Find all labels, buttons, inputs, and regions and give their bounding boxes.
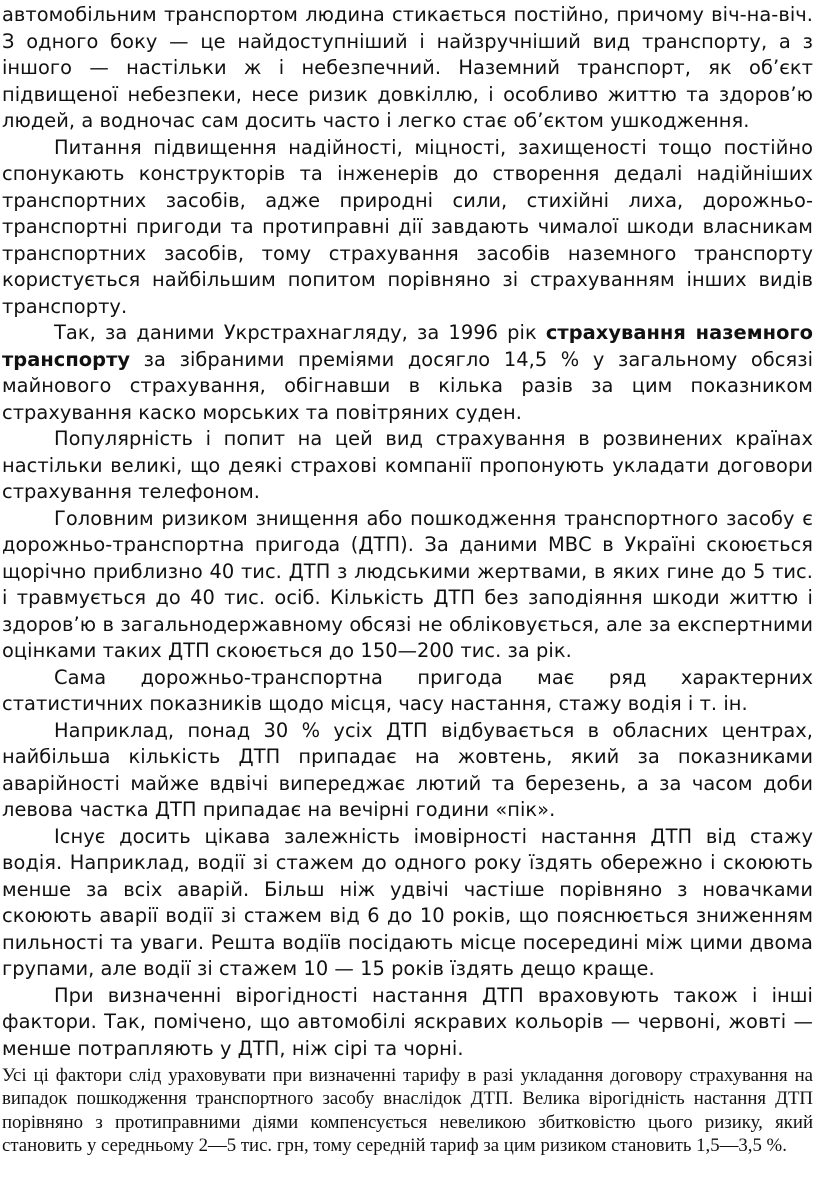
- paragraph-reliability: Питання підвищення надійності, міцності, захищеності тощо постійно спонукають конструкторів та інженерів до створення дедалі надійніших транспортних засобів, адже природні сили, стихійні лиха, дорожньо-транспортні пригоди та протиправні дії завдають чималої шкоди власникам транспортних засобів, тому страхування засобів наземного транспорту користується найбільшим попитом порівняно зі страхуванням інших видів транспорту.: [2, 135, 813, 318]
- paragraph-popularity: Популярність і попит на цей вид страхування в розвинених країнах настільки великі, що деякі страхові компанії пропонують укладати договори страхування телефоном.: [2, 427, 813, 503]
- paragraph-main-risk: Головним ризиком знищення або пошкодження транспортного засобу є дорожньо-транспортна пригода (ДТП). За даними МВС в Україні скоюється щорічно приблизно 40 тис. ДТП з людськими жертвами, в яких гине до 5 тис. і травмується до 40 тис. осіб. Кількість ДТП без заподіяння шкоди життю і здоров’ю в загальнодержавному обсязі не обліковується, але за експертними оцінками таких ДТП скоюється до 150—200 тис. за рік.: [2, 506, 813, 662]
- paragraph-tariff: Усі ці фактори слід ураховувати при визначенні тарифу в разі укладання договору страхування на випадок пошкодження транспортного засобу внаслідок ДТП. Велика вірогідність настання ДТП порівняно з протиправними діями компенсується невеликою збитковістю цього ризику, який становить у середньому 2—5 тис. грн, тому середній тариф за цим ризиком становить 1,5—3,5 %.: [2, 1065, 813, 1157]
- paragraph-statistics-text-end: за зібраними преміями досягло 14,5 % у загальному обсязі майнового страхування, обігнавши в кілька разів за цим показником страхування каско морських та повітряних суден.: [2, 347, 813, 424]
- paragraph-other-factors: При визначенні вірогідності настання ДТП враховують також і інші фактори. Так, помічено, що автомобілі яскравих кольорів — червоні, жовті — менше потрапляють у ДТП, ніж сірі та чорні.: [2, 983, 813, 1060]
- document-page: [2, 2, 813, 1158]
- bold-term-land-transport-insurance: страхування наземного транспорту: [2, 321, 813, 371]
- paragraph-indicators: Сама дорожньо-транспортна пригода має ряд характерних статистичних показників щодо місця, часу настання, стажу водія і т. ін.: [2, 665, 813, 715]
- paragraph-example-cities: Наприклад, понад 30 % усіх ДТП відбувається в обласних центрах, найбільша кількість ДТП припадає на жовтень, який за показниками аварійності майже вдвічі випереджає лютий та березень, а за часом доби левова частка ДТП припадає на вечірні години «пік».: [2, 718, 813, 821]
- paragraph-intro: автомобільним транспортом людина стикається постійно, причому віч-на-віч. З одного боку — це найдоступніший і найзручніший вид транспорту, а з іншого — настільки ж і небезпечний. Наземний транспорт, як об’єкт підвищеної небезпеки, несе ризик довкіллю, і особливо життю та здоров’ю людей, а водночас сам досить часто і легко стає об’єктом ушкодження.: [2, 3, 813, 132]
- paragraph-statistics-text-start: Так, за даними Укрстрахнагляду, за 1996 рік: [54, 321, 546, 344]
- paragraph-driver-experience: Існує досить цікава залежність імовірності настання ДТП від стажу водія. Наприклад, водії зі стажем до одного року їздять обережно і скоюють менше за всіх аварій. Більш ніж удвічі частіше порівняно з новачками скоюють аварії водії зі стажем від 6 до 10 років, що пояснюється зниженням пильності та уваги. Решта водіїв посідають місце посередині між цими двома групами, але водії зі стажем 10 — 15 років їздять дещо краще.: [2, 824, 813, 980]
- paragraph-statistics-1996: [2, 320, 813, 426]
